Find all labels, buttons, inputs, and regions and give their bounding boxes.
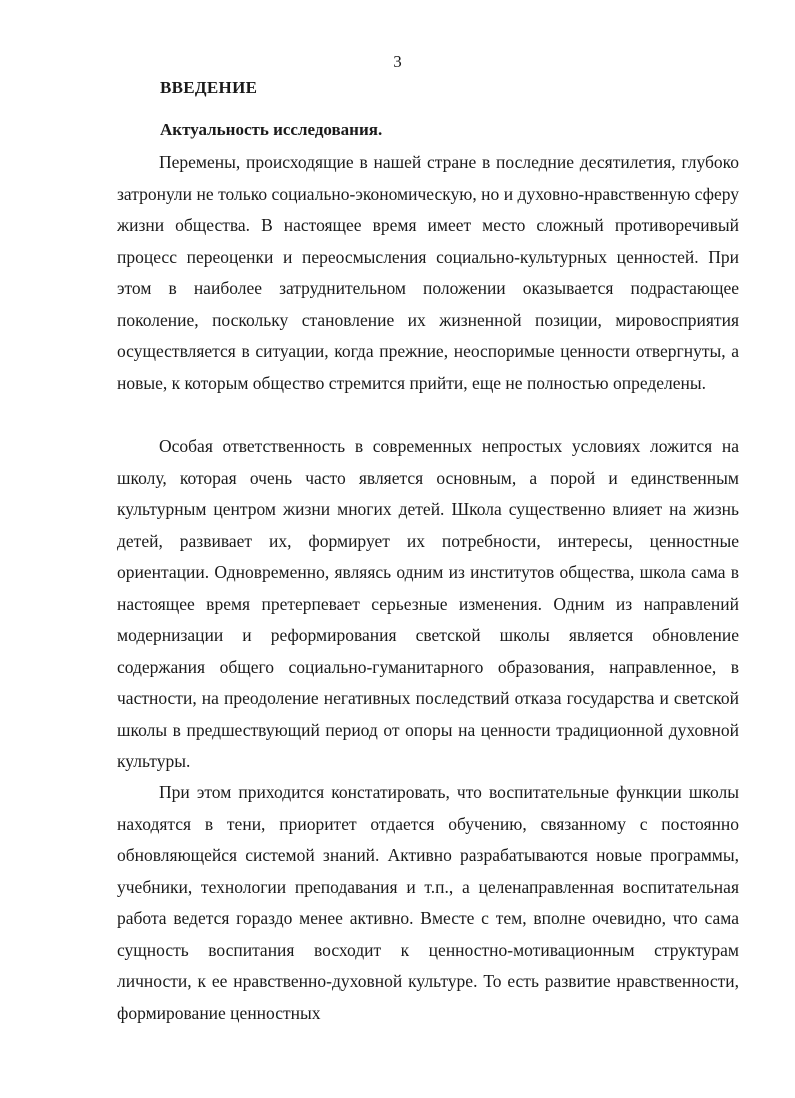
body-paragraph: При этом приходится констатировать, что воспитательные функции школы находятся в тени, приоритет отдается обучению, связанному с постоянно обновляющейся системой знаний. Активно разрабатываются новые программы, учебники, технологии преподавания и т.п., а целенаправленная воспитательная работа ведется гораздо менее активно. Вместе с тем, вполне очевидно, что сама сущность воспитания восходит к ценностно-мотивационным структурам личности, к ее нравственно-духовной культуре. То есть развитие нравственности, формирование ценностных xyxy=(117,782,739,1023)
page-number: 3 xyxy=(393,52,402,71)
paragraph-block-2 xyxy=(117,431,739,778)
section-heading: ВВЕДЕНИЕ xyxy=(160,78,258,97)
paragraph-block-3 xyxy=(117,777,739,1029)
body-paragraph: Особая ответственность в современных непростых условиях ложится на школу, которая очень часто является основным, а порой и единственным культурным центром жизни многих детей. Школа существенно влияет на жизнь детей, развивает их, формирует их потребности, интересы, ценностные ориентации. Одновременно, являясь одним из институтов общества, школа сама в настоящее время претерпевает серьезные изменения. Одним из направлений модернизации и реформирования светской школы является обновление содержания общего социально-гуманитарного образования, направленное, в частности, на преодоление негативных последствий отказа государства и светской школы в предшествующий период от опоры на ценности традиционной духовной культуры. xyxy=(117,436,739,771)
body-paragraph: Перемены, происходящие в нашей стране в последние десятилетия, глубоко затронули не только социально-экономическую, но и духовно-нравственную сферу жизни общества. В настоящее время имеет место сложный противоречивый процесс переоценки и переосмысления социально-культурных ценностей. При этом в наиболее затруднительном положении оказывается подрастающее поколение, поскольку становление их жизненной позиции, мировосприятия осуществляется в ситуации, когда прежние, неоспоримые ценности отвергнуты, а новые, к которым общество стремится прийти, еще не полностью определены. xyxy=(117,152,739,393)
paragraph-block-1 xyxy=(117,147,739,399)
subsection-heading: Актуальность исследования. xyxy=(160,120,383,139)
